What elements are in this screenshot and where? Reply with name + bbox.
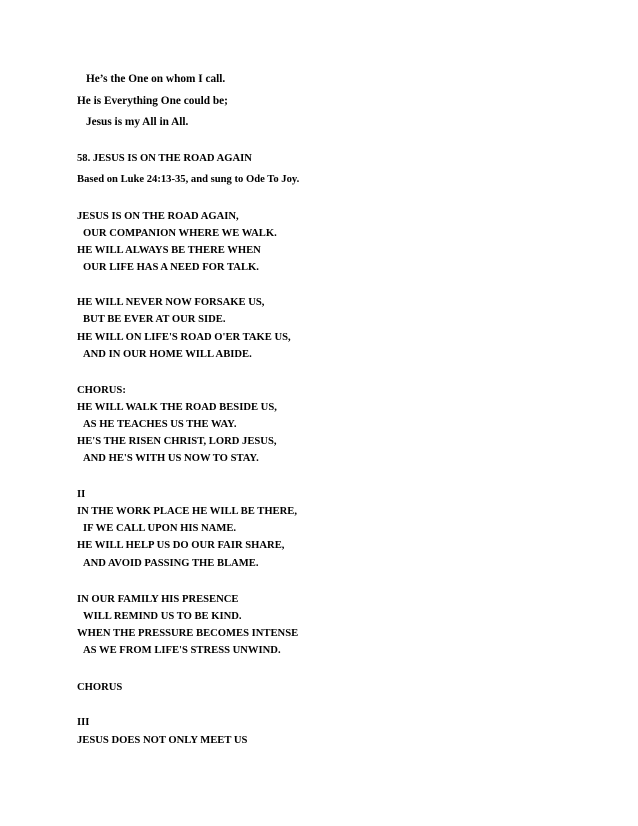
- text-line: HE WILL NEVER NOW FORSAKE US,: [77, 297, 265, 308]
- text-line: OUR COMPANION WHERE WE WALK.: [83, 228, 277, 239]
- text-line: OUR LIFE HAS A NEED FOR TALK.: [83, 262, 259, 273]
- text-line: IN OUR FAMILY HIS PRESENCE: [77, 594, 239, 605]
- text-line: AS WE FROM LIFE'S STRESS UNWIND.: [83, 645, 281, 656]
- text-line: HE WILL WALK THE ROAD BESIDE US,: [77, 402, 277, 413]
- text-line: Jesus is my All in All.: [86, 116, 189, 128]
- text-line: WILL REMIND US TO BE KIND.: [83, 611, 242, 622]
- text-line: JESUS IS ON THE ROAD AGAIN,: [77, 211, 239, 222]
- hymn-title: 58. JESUS IS ON THE ROAD AGAIN: [77, 153, 252, 164]
- text-line: He’s the One on whom I call.: [86, 73, 226, 85]
- text-line: IN THE WORK PLACE HE WILL BE THERE,: [77, 506, 297, 517]
- hymn-subtitle: Based on Luke 24:13-35, and sung to Ode To Joy.: [77, 174, 300, 185]
- text-line: HE'S THE RISEN CHRIST, LORD JESUS,: [77, 436, 277, 447]
- text-line: BUT BE EVER AT OUR SIDE.: [83, 314, 226, 325]
- text-line: WHEN THE PRESSURE BECOMES INTENSE: [77, 628, 299, 639]
- text-line: AND HE'S WITH US NOW TO STAY.: [83, 453, 259, 464]
- verse-number: II: [77, 489, 86, 500]
- text-line: AND AVOID PASSING THE BLAME.: [83, 558, 259, 569]
- text-line: HE WILL ALWAYS BE THERE WHEN: [77, 245, 261, 256]
- verse-number: III: [77, 717, 90, 728]
- text-line: AS HE TEACHES US THE WAY.: [83, 419, 237, 430]
- text-line: HE WILL HELP US DO OUR FAIR SHARE,: [77, 540, 285, 551]
- text-line: HE WILL ON LIFE'S ROAD O'ER TAKE US,: [77, 332, 291, 343]
- text-line: AND IN OUR HOME WILL ABIDE.: [83, 349, 252, 360]
- text-line: He is Everything One could be;: [77, 95, 228, 107]
- chorus-label: CHORUS:: [77, 385, 126, 396]
- text-line: JESUS DOES NOT ONLY MEET US: [77, 735, 248, 746]
- text-line: IF WE CALL UPON HIS NAME.: [83, 523, 237, 534]
- chorus-label: CHORUS: [77, 682, 123, 693]
